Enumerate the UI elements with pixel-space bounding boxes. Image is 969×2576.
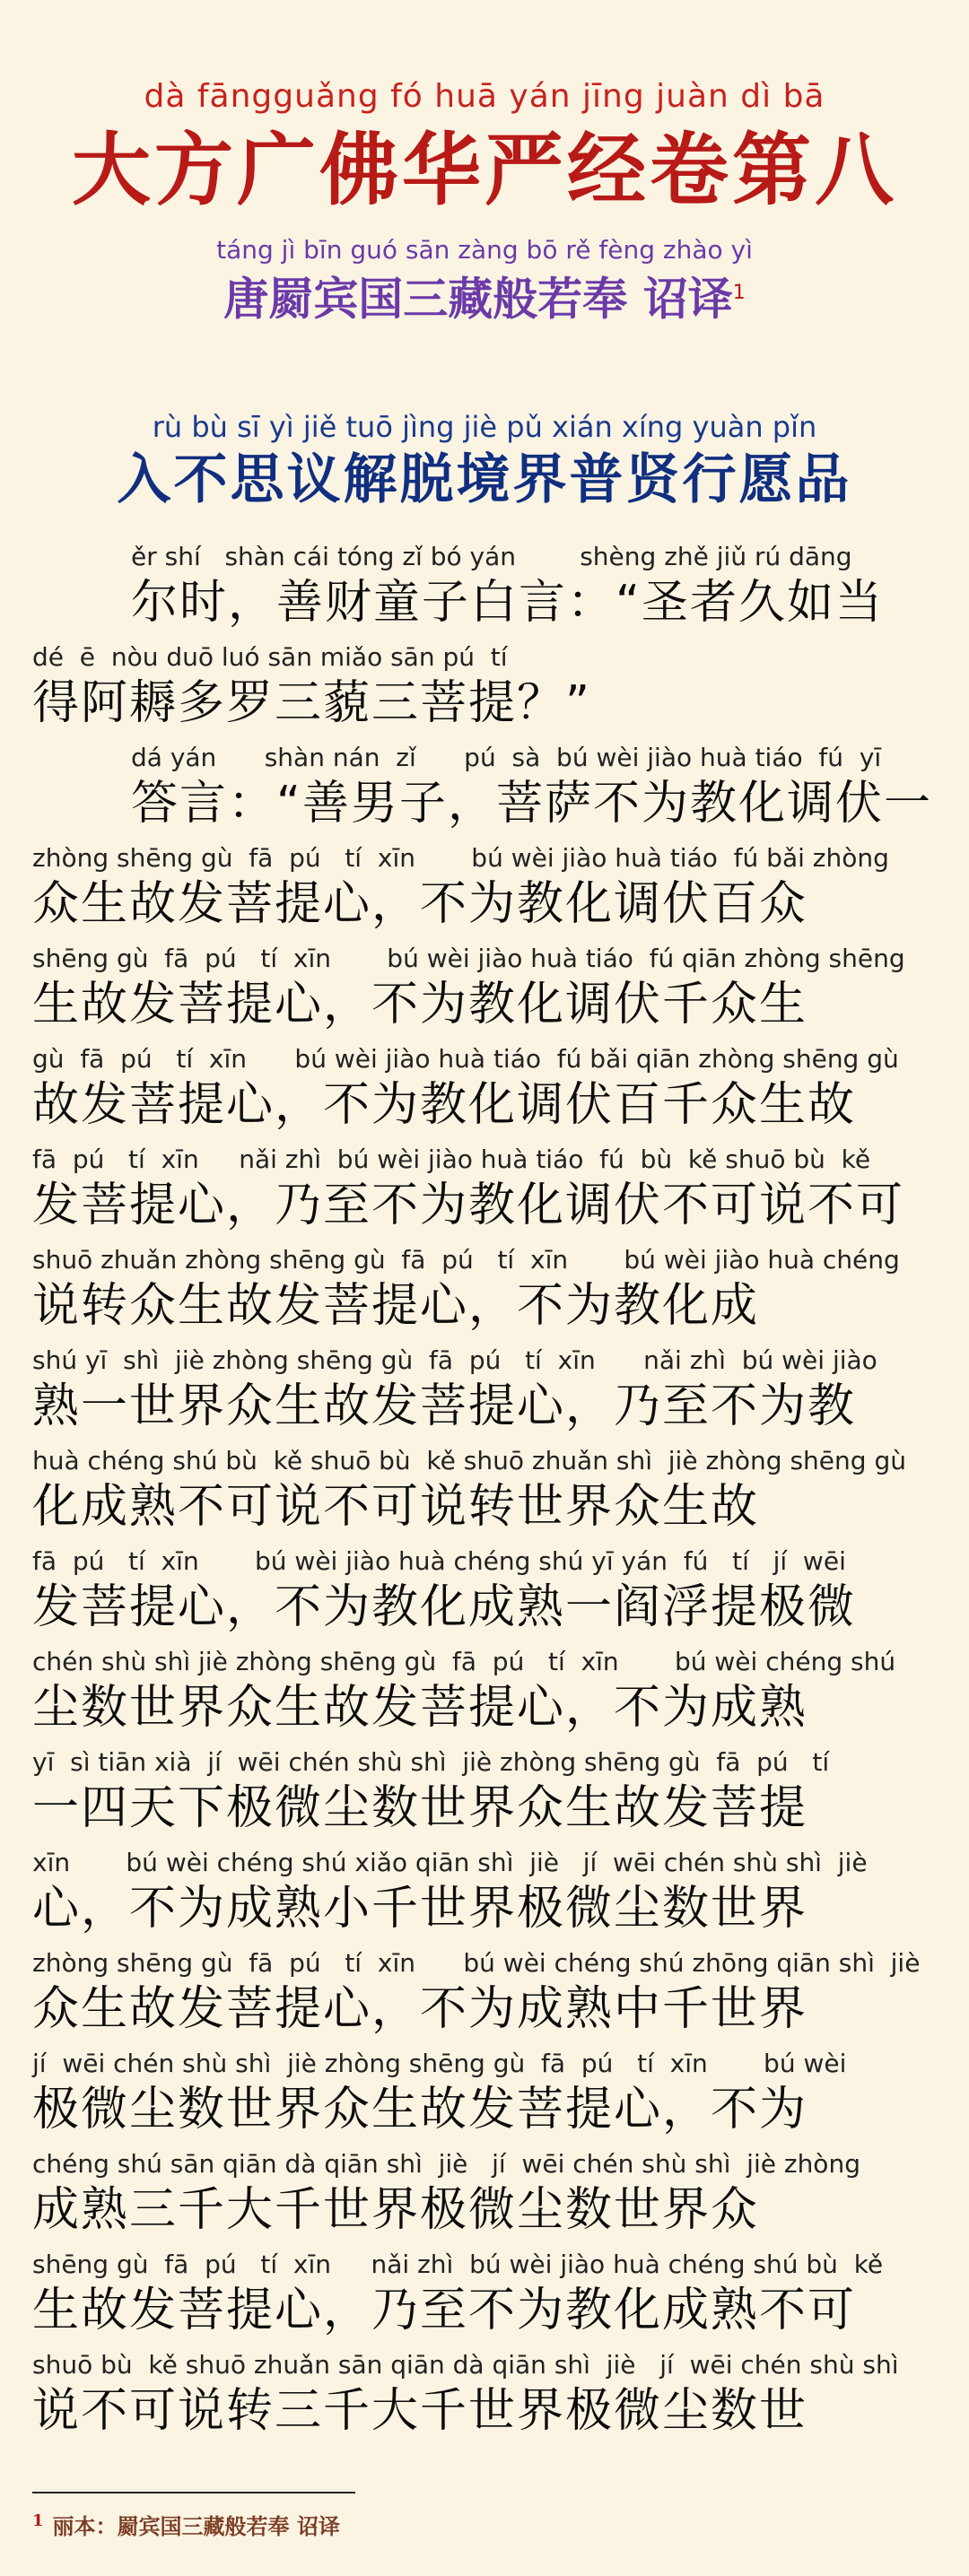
line-pinyin: shuō zhuǎn zhòng shēng gù fā pú tí xīn bú wèi jiào huà chéng: [32, 1245, 900, 1275]
line-pinyin: ěr shí shàn cái tóng zǐ bó yán shèng zhě jiǔ rú dāng: [131, 542, 852, 571]
line-text: 众生故发菩提心，不为教化调伏百众: [32, 877, 808, 931]
line-text: 极微尘数世界众生故发菩提心，不为: [32, 2083, 808, 2137]
line-pinyin: shēng gù fā pú tí xīn bú wèi jiào huà tiáo fú qiān zhòng shēng: [32, 944, 905, 973]
line-pinyin: jí wēi chén shù shì jiè zhòng shēng gù fā pú tí xīn bú wèi: [32, 2049, 847, 2078]
line-pinyin: huà chéng shú bù kě shuō bù kě shuō zhuǎn shì jiè zhòng shēng gù: [32, 1446, 906, 1475]
line-text: 生故发菩提心，不为教化调伏千众生: [32, 978, 808, 1031]
text-line: [32, 639, 938, 739]
text-line: [32, 1643, 938, 1744]
translator-pinyin: táng jì bīn guó sān zàng bō rě fèng zhào yì: [216, 235, 753, 265]
line-text: 发菩提心，不为教化成熟一阎浮提极微: [32, 1580, 857, 1634]
text-line: [32, 2145, 938, 2246]
line-text: 答言：“善男子，菩萨不为教化调伏一: [131, 777, 932, 831]
translator-text: 唐罽宾国三藏般若奉 诏译: [223, 273, 733, 326]
text-line: [32, 840, 938, 940]
line-text: 众生故发菩提心，不为成熟中千世界: [32, 1982, 808, 2036]
line-pinyin: gù fā pú tí xīn bú wèi jiào huà tiáo fú bǎi qiān zhòng shēng gù: [32, 1044, 899, 1074]
line-text: 尔时，善财童子白言：“圣者久如当: [131, 576, 884, 630]
line-text: 成熟三千大千世界极微尘数世界众: [32, 2183, 760, 2237]
line-text: 故发菩提心，不为教化调伏百千众生故: [32, 1078, 857, 1132]
line-text: 化成熟不可说不可说转世界众生故: [32, 1480, 760, 1534]
sutra-title: 大方广佛华严经卷第八: [71, 124, 897, 216]
line-text: 一四天下极微尘数世界众生故发菩提: [32, 1781, 808, 1835]
footnote-text: 丽本：罽宾国三藏般若奉 诏译: [52, 2513, 340, 2539]
title-pinyin: dà fāngguǎng fó huā yán jīng juàn dì bā: [144, 78, 825, 115]
line-text: 尘数世界众生故发菩提心，不为成熟: [32, 1681, 808, 1735]
text-line: [32, 1744, 938, 1844]
line-text: 说不可说转三千大千世界极微尘数世: [32, 2384, 808, 2438]
line-pinyin: zhòng shēng gù fā pú tí xīn bú wèi jiào huà tiáo fú bǎi zhòng: [32, 843, 889, 873]
line-pinyin: dá yán shàn nán zǐ pú sà bú wèi jiào huà tiáo fú yī: [131, 743, 882, 772]
text-line: [32, 1241, 938, 1342]
footnote-number: 1: [32, 2511, 44, 2530]
line-text: 得阿耨多罗三藐三菩提？”: [32, 676, 591, 730]
line-pinyin: fā pú tí xīn bú wèi jiào huà chéng shú yī yán fú tí jí wēi: [32, 1546, 846, 1576]
scripture-body: [32, 538, 938, 2447]
chapter-title: 入不思议解脱境界普贤行愿品: [117, 448, 852, 511]
translator-line: [0, 265, 969, 327]
chapter-pinyin: rù bù sī yì jiě tuō jìng jiè pǔ xián xíng yuàn pǐn: [152, 410, 817, 444]
text-line: [32, 2346, 938, 2447]
line-pinyin: dé ē nòu duō luó sān miǎo sān pú tí: [32, 642, 508, 672]
text-line: [32, 940, 938, 1040]
text-line: [32, 1342, 938, 1442]
line-pinyin: chén shù shì jiè zhòng shēng gù fā pú tí xīn bú wèi chéng shú: [32, 1647, 896, 1676]
line-text: 熟一世界众生故发菩提心，乃至不为教: [32, 1379, 857, 1433]
footnote-mark[interactable]: 1: [732, 282, 746, 304]
text-line: [32, 1844, 938, 1945]
line-text: 发菩提心，乃至不为教化调伏不可说不可: [32, 1179, 905, 1232]
text-line: [32, 1945, 938, 2045]
line-text: 说转众生故发菩提心，不为教化成: [32, 1279, 760, 1333]
footnote-divider: [32, 2492, 355, 2493]
text-line: [32, 1442, 938, 1543]
line-pinyin: chéng shú sān qiān dà qiān shì jiè jí wēi chén shù shì jiè zhòng: [32, 2149, 860, 2179]
footnote: [32, 2506, 340, 2542]
line-text: 心，不为成熟小千世界极微尘数世界: [32, 1882, 808, 1936]
line-pinyin: shuō bù kě shuō zhuǎn sān qiān dà qiān shì jiè jí wēi chén shù shì: [32, 2350, 899, 2380]
text-line: [32, 2246, 938, 2346]
text-line: [32, 739, 938, 840]
text-line: [32, 1040, 938, 1141]
line-pinyin: shú yī shì jiè zhòng shēng gù fā pú tí xīn nǎi zhì bú wèi jiào: [32, 1345, 877, 1375]
line-text: 生故发菩提心，乃至不为教化成熟不可: [32, 2284, 857, 2337]
text-line: [32, 538, 938, 639]
line-pinyin: fā pú tí xīn nǎi zhì bú wèi jiào huà tiáo fú bù kě shuō bù kě: [32, 1144, 871, 1174]
line-pinyin: shēng gù fā pú tí xīn nǎi zhì bú wèi jiào huà chéng shú bù kě: [32, 2250, 884, 2279]
line-pinyin: zhòng shēng gù fā pú tí xīn bú wèi chéng shú zhōng qiān shì jiè: [32, 1948, 921, 1978]
text-line: [32, 1141, 938, 1241]
line-pinyin: yī sì tiān xià jí wēi chén shù shì jiè zhòng shēng gù fā pú tí: [32, 1747, 830, 1777]
text-line: [32, 2045, 938, 2145]
line-pinyin: xīn bú wèi chéng shú xiǎo qiān shì jiè jí wēi chén shù shì jiè: [32, 1848, 868, 1877]
text-line: [32, 1543, 938, 1643]
